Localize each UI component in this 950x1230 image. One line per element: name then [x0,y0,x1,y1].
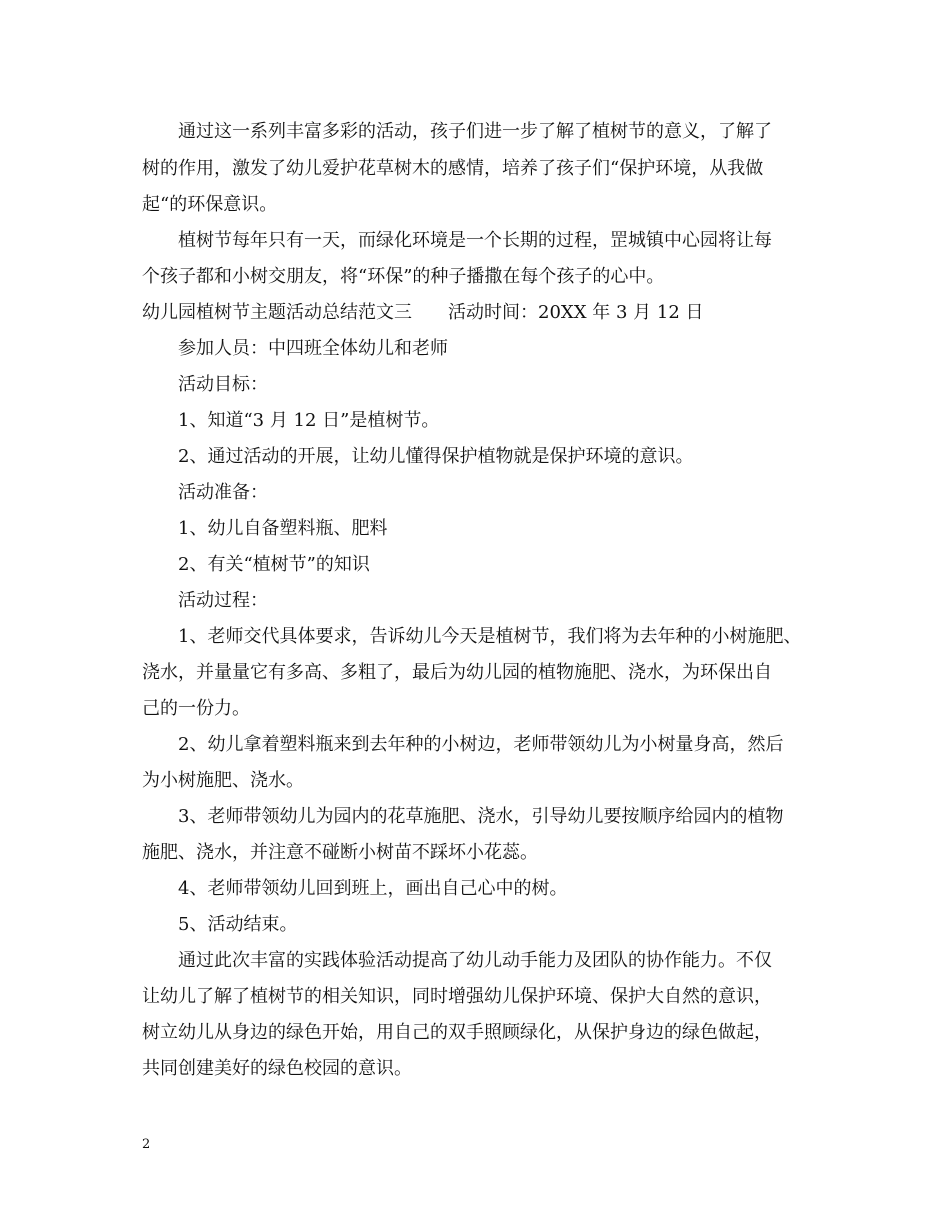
list-item: 2、通过活动的开展，让幼儿懂得保护植物就是保护环境的意识。 [178,446,694,467]
paragraph-line: 个孩子都和小树交朋友，将“环保”的种子播撒在每个孩子的心中。 [142,266,665,287]
paragraph-line: 起“的环保意识。 [142,194,278,215]
paragraph-line: 植树节每年只有一天，而绿化环境是一个长期的过程，罡城镇中心园将让每 [178,230,772,251]
paragraph-line: 活动目标： [178,374,268,395]
list-item: 5、活动结束。 [178,914,298,935]
paragraph-line: 己的一份力。 [142,698,250,719]
paragraph-line: 参加人员：中四班全体幼儿和老师 [178,338,448,359]
list-item: 4、老师带领幼儿回到班上，画出自己心中的树。 [178,878,568,899]
list-item: 1、老师交代具体要求，告诉幼儿今天是植树节，我们将为去年种的小树施肥、 [178,626,802,647]
list-item: 2、幼儿拿着塑料瓶来到去年种的小树边，老师带领幼儿为小树量身高，然后 [178,734,784,755]
section-heading: 幼儿园植树节主题活动总结范文三 活动时间：20XX 年 3 月 12 日 [142,302,704,323]
paragraph-line: 树立幼儿从身边的绿色开始，用自己的双手照顾绿化，从保护身边的绿色做起， [142,1022,772,1043]
page-number: 2 [142,1137,151,1152]
list-item: 1、幼儿自备塑料瓶、肥料 [178,518,388,539]
paragraph-line: 共同创建美好的绿色校园的意识。 [142,1058,412,1079]
paragraph-line: 为小树施肥、浇水。 [142,770,304,791]
list-item: 1、知道“3 月 12 日”是植树节。 [178,410,440,431]
paragraph-line: 通过此次丰富的实践体验活动提高了幼儿动手能力及团队的协作能力。不仅 [178,950,772,971]
paragraph-line: 树的作用，激发了幼儿爱护花草树木的感情，培养了孩子们“保护环境，从我做 [142,158,764,179]
paragraph-line: 浇水，并量量它有多高、多粗了，最后为幼儿园的植物施肥、浇水，为环保出自 [142,662,772,683]
paragraph-line: 活动准备： [178,482,268,503]
list-item: 2、有关“植树节”的知识 [178,554,370,575]
list-item: 3、老师带领幼儿为园内的花草施肥、浇水，引导幼儿要按顺序给园内的植物 [178,806,784,827]
paragraph-line: 活动过程： [178,590,268,611]
paragraph-line: 施肥、浇水，并注意不碰断小树苗不踩坏小花蕊。 [142,842,538,863]
paragraph-line: 让幼儿了解了植树节的相关知识，同时增强幼儿保护环境、保护大自然的意识， [142,986,772,1007]
paragraph-line: 通过这一系列丰富多彩的活动，孩子们进一步了解了植树节的意义，了解了 [178,121,772,142]
